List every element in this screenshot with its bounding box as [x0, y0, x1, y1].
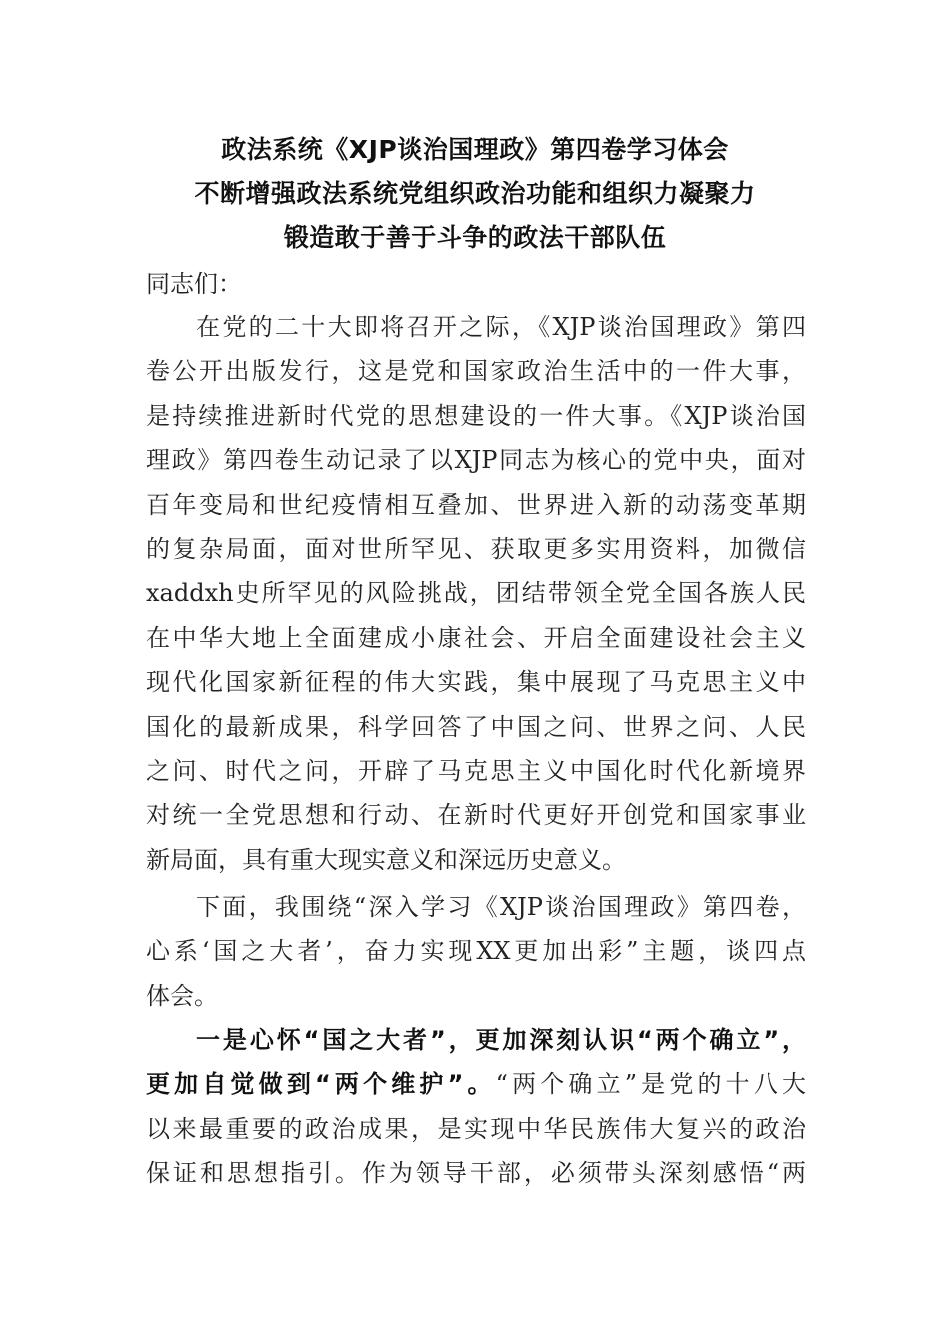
- paragraph-3-heading-line: 一是心怀“国之大者”，更加深刻认识“两个确立”，: [196, 1026, 806, 1054]
- paragraph-3-line: 保证和思想指引。作为领导干部，必须带头深刻感悟“两: [146, 1159, 806, 1188]
- paragraph-2-line: 下面，我围绕“深入学习《XJP谈治国理政》第四卷，: [196, 893, 806, 921]
- title-line-2: 不断增强政法系统党组织政治功能和组织力凝聚力: [194, 179, 756, 208]
- paragraph-3-heading-continuation: 更加自觉做到“两个维护”。: [146, 1070, 496, 1099]
- paragraph-1-line: 新局面，具有重大现实意义和深远历史意义。: [146, 845, 626, 874]
- paragraph-1-line: 百年变局和世纪疫情相互叠加、世界进入新的动荡变革期: [146, 490, 806, 519]
- paragraph-1-line: 国化的最新成果，科学回答了中国之问、世界之问、人民: [146, 712, 806, 741]
- salutation: 同志们：: [146, 270, 242, 298]
- paragraph-2: [146, 885, 806, 1018]
- paragraph-2-line: 体会。: [146, 981, 218, 1010]
- paragraph-1-line: 理政》第四卷生动记录了以XJP同志为核心的党中央，面对: [146, 446, 806, 475]
- title-line-3: 锻造敢于善于斗争的政法干部队伍: [283, 223, 667, 252]
- paragraph-3-line: 以来最重要的政治成果，是实现中华民族伟大复兴的政治: [146, 1114, 806, 1143]
- paragraph-3: [146, 1018, 806, 1196]
- title-line-1: 政法系统《XJP谈治国理政》第四卷学习体会: [221, 135, 729, 164]
- paragraph-1-line: 现代化国家新征程的伟大实践，集中展现了马克思主义中: [146, 668, 806, 697]
- paragraph-1-line: 的复杂局面，面对世所罕见、获取更多实用资料，加微信: [146, 534, 806, 563]
- paragraph-1-line: xaddxh史所罕见的风险挑战，团结带领全党全国各族人民: [146, 579, 806, 608]
- paragraph-1-line: 在中华大地上全面建成小康社会、开启全面建设社会主义: [146, 623, 806, 652]
- paragraph-1-line: 对统一全党思想和行动、在新时代更好开创党和国家事业: [146, 801, 806, 830]
- paragraph-1-line: 在党的二十大即将召开之际，《XJP谈治国理政》第四: [196, 313, 806, 341]
- paragraph-1-line: 之问、时代之问，开辟了马克思主义中国化时代化新境界: [146, 756, 806, 785]
- paragraph-3-line-rest: “两个确立”是党的十八大: [495, 1070, 807, 1099]
- paragraph-2-line: 心系‘国之大者’，奋力实现XX更加出彩”主题，谈四点: [146, 937, 806, 966]
- paragraph-3-line: [146, 1062, 806, 1106]
- paragraph-1: [146, 305, 806, 882]
- paragraph-1-line: 是持续推进新时代党的思想建设的一件大事。《XJP谈治国: [146, 401, 806, 430]
- document-title: [0, 128, 950, 260]
- paragraph-1-line: 卷公开出版发行，这是党和国家政治生活中的一件大事，: [146, 357, 806, 386]
